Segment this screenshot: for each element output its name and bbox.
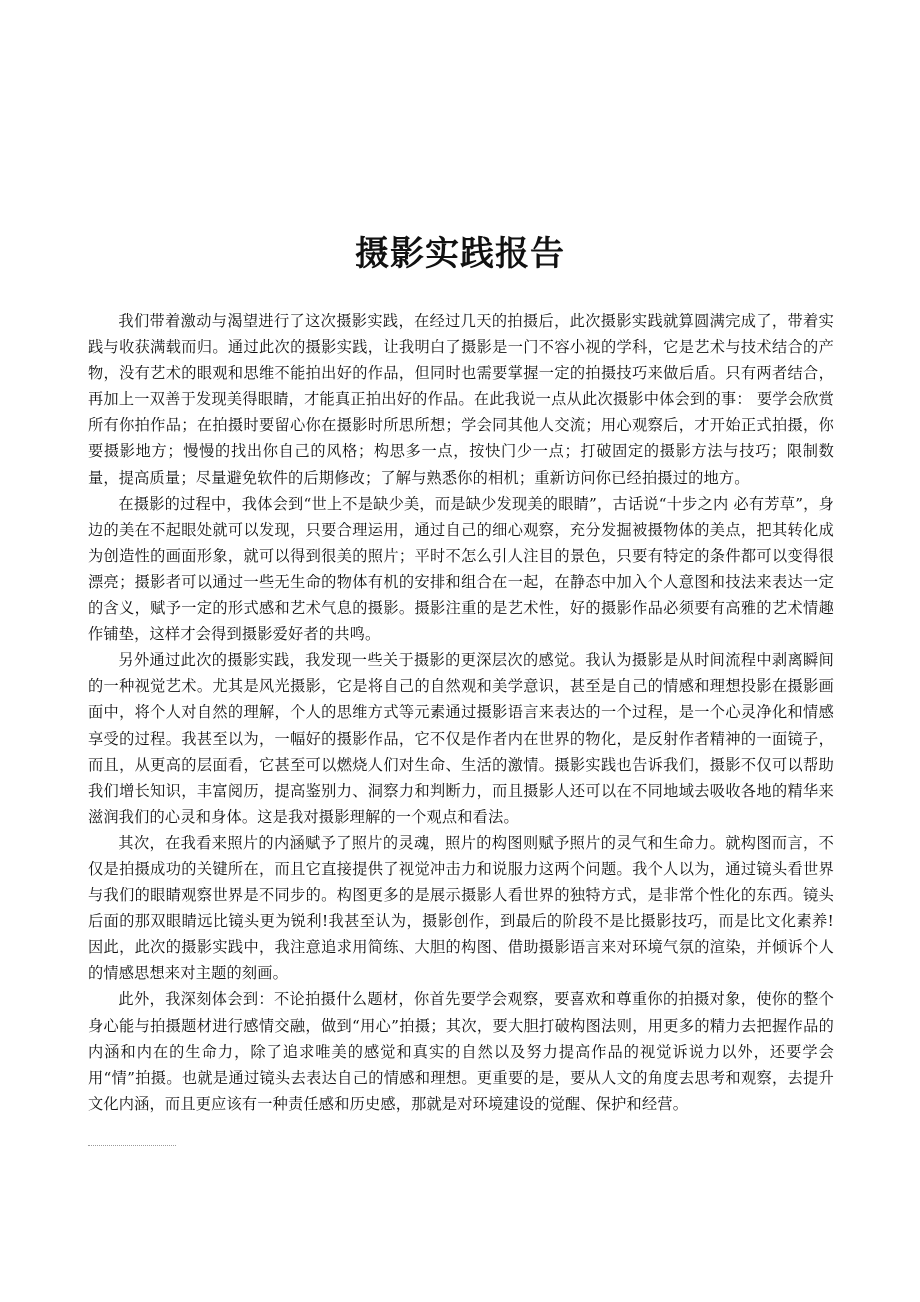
paragraph: 此外，我深刻体会到：不论拍摄什么题材，你首先要学会观察，要喜欢和尊重你的拍摄对象，使你的整个身心能与拍摄题材进行感情交融，做到“用心”拍摄；其次，要大胆打破构图法则，用更多的精力去把握作品的内涵和内在的生命力，除了追求唯美的感觉和真实的自然以及努力提高作品的视觉诉说力以外，还要学会用“情”拍摄。也就是通过镜头去表达自己的情感和理想。更重要的是，要从人文的角度去思考和观察，去提升文化内涵，而且更应该有一种责任感和历史感，那就是对环境建设的觉醒、保护和经营。 — [88, 990, 834, 1113]
document-body — [88, 308, 834, 1117]
document-title: 摄影实践报告 — [355, 234, 565, 274]
paragraph: 另外通过此次的摄影实践，我发现一些关于摄影的更深层次的感觉。我认为摄影是从时间流程中剥离瞬间的一种视觉艺术。尤其是风光摄影，它是将自己的自然观和美学意识，甚至是自己的情感和理想投影在摄影画面中，将个人对自然的理解，个人的思维方式等元素通过摄影语言来表达的一个过程，是一个心灵净化和情感享受的过程。我甚至以为，一幅好的摄影作品，它不仅是作者内在世界的物化，是反射作者精神的一面镜子，而且，从更高的层面看，它甚至可以燃烧人们对生命、生活的激情。摄影实践也告诉我们，摄影不仅可以帮助我们增长知识，丰富阅历，提高鉴别力、洞察力和判断力，而且摄影人还可以在不同地域去吸收各地的精华来滋润我们的心灵和身体。这是我对摄影理解的一个观点和看法。 — [88, 651, 834, 826]
paragraph: 其次，在我看来照片的内涵赋予了照片的灵魂，照片的构图则赋予照片的灵气和生命力。就构图而言，不仅是拍摄成功的关键所在，而且它直接提供了视觉冲击力和说服力这两个问题。我个人以为，通过镜头看世界与我们的眼睛观察世界是不同步的。构图更多的是展示摄影人看世界的独特方式，是非常个性化的东西。镜头后面的那双眼睛远比镜头更为锐利!我甚至认为，摄影创作，到最后的阶段不是比摄影技巧，而是比文化素养!因此，此次的摄影实践中，我注意追求用简练、大胆的构图、借助摄影语言来对环境气氛的渲染，并倾诉个人的情感思想来对主题的刻画。 — [88, 833, 834, 983]
paragraph: 在摄影的过程中，我体会到“世上不是缺少美，而是缺少发现美的眼睛”，古话说“十步之内 必有芳草”，身边的美在不起眼处就可以发现，只要合理运用，通过自己的细心观察，充分发掘被摄物体的美点，把其转化成为创造性的画面形象，就可以得到很美的照片；平时不怎么引人注目的景色，只要有特定的条件都可以变得很漂亮；摄影者可以通过一些无生命的物体有机的安排和组合在一起，在静态中加入个人意图和技法来表达一定的含义，赋予一定的形式感和艺术气息的摄影。摄影注重的是艺术性，好的摄影作品必须要有高雅的艺术情趣作铺垫，这样才会得到摄影爱好者的共鸣。 — [88, 494, 834, 644]
paragraph: 我们带着激动与渴望进行了这次摄影实践，在经过几天的拍摄后，此次摄影实践就算圆满完成了，带着实践与收获满载而归。通过此次的摄影实践，让我明白了摄影是一门不容小视的学科，它是艺术与技术结合的产物，没有艺术的眼观和思维不能拍出好的作品，但同时也需要掌握一定的拍摄技巧来做后盾。只有两者结合，再加上一双善于发现美得眼睛，才能真正拍出好的作品。在此我说一点从此次摄影中体会到的事： 要学会欣赏所有你拍作品；在拍摄时要留心你在摄影时所思所想；学会同其他人交流；用心观察后，才开始正式拍摄，你要摄影地方；慢慢的找出你自己的风格；构思多一点，按快门少一点；打破固定的摄影方法与技巧；限制数量，提高质量；尽量避免软件的后期修改；了解与熟悉你的相机；重新访问你已经拍摄过的地方。 — [88, 312, 834, 487]
footnote-divider — [88, 1145, 176, 1146]
